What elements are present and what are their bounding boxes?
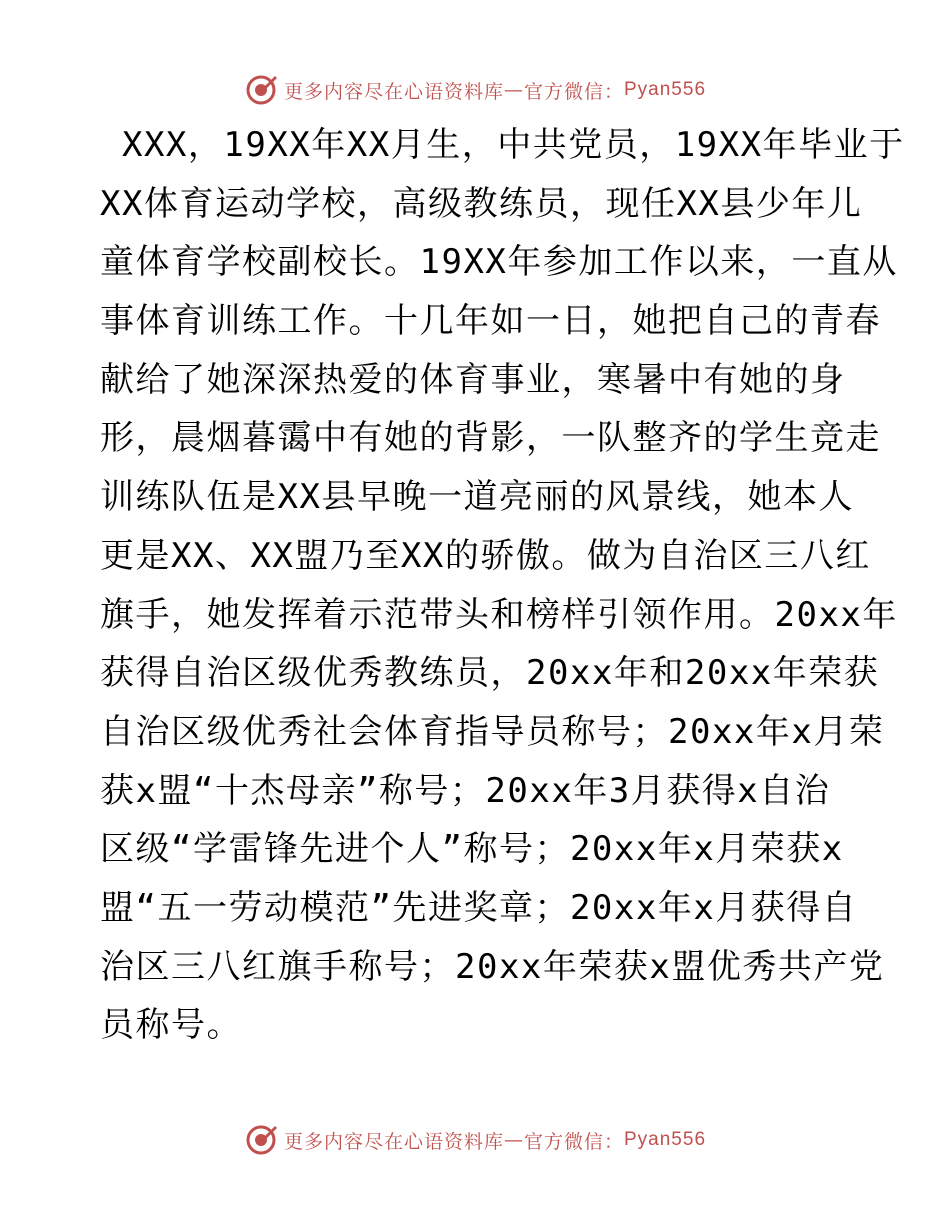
body-line: 童体育学校副校长。19XX年参加工作以来，一直从 bbox=[100, 242, 898, 283]
body-line: 治区三八红旗手称号；20xx年荣获x盟优秀共产党 bbox=[100, 946, 885, 987]
body-line: XX体育运动学校，高级教练员，现任XX县少年儿 bbox=[100, 183, 863, 224]
pen-circle-logo-icon bbox=[244, 73, 278, 107]
pen-circle-logo-icon bbox=[244, 1123, 278, 1157]
body-line: 盟“五一劳动模范”先进奖章；20xx年x月获得自 bbox=[100, 887, 858, 928]
document-body bbox=[100, 116, 905, 1055]
banner-wechat-id: Pyan556 bbox=[624, 1129, 707, 1150]
banner-wechat-label: 官方微信： bbox=[523, 1130, 624, 1153]
body-line: 更是XX、XX盟乃至XX的骄傲。做为自治区三八红 bbox=[100, 535, 871, 576]
banner-separator: — bbox=[503, 1129, 524, 1151]
body-line: 形，晨烟暮霭中有她的背影，一队整齐的学生竞走 bbox=[100, 418, 881, 459]
banner-wechat-label: 官方微信： bbox=[523, 80, 624, 103]
body-line: 自治区级优秀社会体育指导员称号；20xx年x月荣 bbox=[100, 711, 885, 752]
banner-brand-text: 更多内容尽在心语资料库 bbox=[283, 80, 504, 103]
banner-wechat-id: Pyan556 bbox=[624, 79, 707, 100]
body-line: 区级“学雷锋先进个人”称号；20xx年x月荣获x bbox=[100, 829, 844, 870]
header-banner bbox=[0, 70, 950, 110]
body-line: 事体育训练工作。十几年如一日，她把自己的青春 bbox=[100, 301, 881, 342]
body-line: 训练队伍是XX县早晚一道亮丽的风景线，她本人 bbox=[100, 477, 854, 518]
body-line: 献给了她深深热爱的体育事业，寒暑中有她的身 bbox=[100, 359, 846, 400]
footer-banner bbox=[0, 1120, 950, 1160]
body-line: 旗手，她发挥着示范带头和榜样引领作用。20xx年 bbox=[100, 594, 898, 635]
banner-separator: — bbox=[503, 79, 524, 101]
body-line: 获得自治区级优秀教练员，20xx年和20xx年荣获 bbox=[100, 653, 880, 694]
body-line: 员称号。 bbox=[100, 1005, 242, 1046]
banner-brand-text: 更多内容尽在心语资料库 bbox=[283, 1130, 504, 1153]
body-line: XXX，19XX年XX月生，中共党员，19XX年毕业于 bbox=[100, 125, 905, 165]
body-line: 获x盟“十杰母亲”称号；20xx年3月获得x自治 bbox=[100, 770, 831, 811]
